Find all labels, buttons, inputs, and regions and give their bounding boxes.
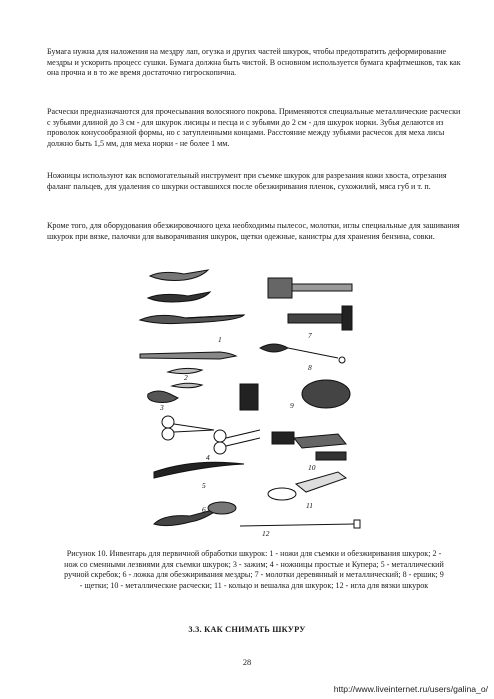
metal-combs-drawing bbox=[272, 432, 346, 460]
tools-illustration bbox=[120, 262, 380, 546]
figure-number-5: 5 bbox=[202, 481, 206, 490]
clamp-drawing bbox=[148, 391, 178, 403]
figure-number-4: 4 bbox=[206, 453, 210, 462]
blade-knife-drawing bbox=[140, 352, 236, 388]
figure-number-6: 6 bbox=[202, 505, 206, 514]
figure-number-11: 11 bbox=[306, 501, 313, 510]
figure-number-9: 9 bbox=[290, 401, 294, 410]
paragraph-paper: Бумага нужна для наложения на мездру лап, огузка и других частей шкурок, чтобы предотвратить деформирование мездры и ускорить процесс сушки. Бумага должна быть чистой. В основном используется бумага крафтмешков, так как она прочна и в то же время достаточно гигроскопична. bbox=[47, 47, 461, 78]
scraper-drawing bbox=[154, 462, 244, 478]
figure-number-3: 3 bbox=[160, 403, 164, 412]
section-heading: 3.3. КАК СНИМАТЬ ШКУРУ bbox=[188, 625, 306, 634]
page-number: 28 bbox=[242, 658, 252, 667]
clothes-brushes-drawing bbox=[240, 380, 350, 410]
figure-number-12: 12 bbox=[262, 529, 270, 538]
figure-number-8: 8 bbox=[308, 363, 312, 372]
ring-hanger-drawing bbox=[268, 472, 346, 500]
figure-number-2: 2 bbox=[184, 373, 188, 382]
paragraph-scissors: Ножницы используют как вспомогательный инструмент при съемке шкурок для разрезания кожи хвоста, отрезания фаланг пальцев, для удаления со шкурки оставшихся после обезжиривания пленок, сухожилий, мяса губ и т. п. bbox=[47, 171, 447, 191]
knives-drawing bbox=[140, 270, 244, 324]
paragraph-equipment: Кроме того, для оборудования обезжировочного цеха необходимы пылесос, молотки, иглы специальные для зашивания шкурок при вязке, палочки для выворачивания шкурок, щетки одежные, канистры для хранения бензина, совки. bbox=[47, 221, 460, 241]
scissors-drawing bbox=[162, 416, 260, 454]
spoon-drawing bbox=[154, 502, 236, 526]
figure-number-7: 7 bbox=[308, 331, 312, 340]
paragraph-combs: Расчески предназначаются для прочесывания волосяного покрова. Применяются специальные металлические расчески с зубьями длиной до 3 см - для шкурок лисицы и песца и с зубьями до 2 см - для шкурок норки. Зубья делаются из проволок конусообразной формы, но с затупленными концами. Расстояние между зубьями расчесок для меха лисы должно быть 1,5 мм, для меха норки - не более 1 мм. bbox=[47, 107, 461, 148]
hammers-drawing bbox=[268, 278, 352, 330]
figure-number-1: 1 bbox=[218, 335, 222, 344]
footer-url-watermark: http://www.liveinternet.ru/users/galina_o/ bbox=[333, 684, 488, 694]
needle-drawing bbox=[240, 520, 360, 528]
brush-drawing bbox=[260, 344, 345, 363]
figure-number-10: 10 bbox=[308, 463, 316, 472]
figure-caption: Рисунок 10. Инвентарь для первичной обработки шкурок: 1 - ножи для съемки и обезжиривания шкурок; 2 - нож со сменными лезвиями для съемки шкурок; 3 - зажим; 4 - ножницы простые и Купера; 5 - металлический ручной скребок; 6 - ложка для обезжиривания мездры; 7 - молотки деревянный и металлический; 8 - ершик; 9 - щетки; 10 - металлические расчески; 11 - кольцо и вешалка для шкурок; 12 - игла для вязки шкурок bbox=[64, 549, 444, 590]
